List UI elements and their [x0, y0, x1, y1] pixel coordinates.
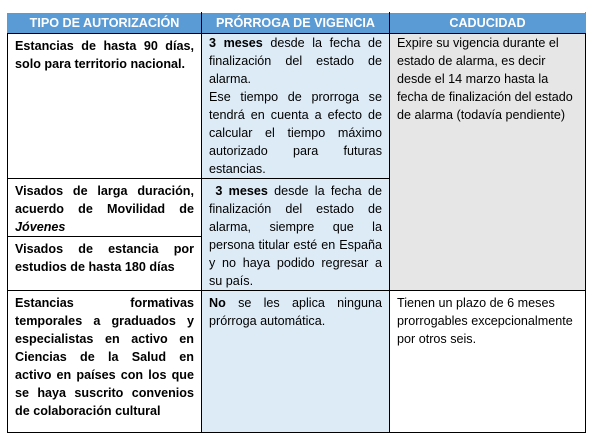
- row4-extension: [202, 291, 390, 433]
- header-authorization-type: TIPO DE AUTORIZACIÓN: [8, 13, 202, 34]
- authorization-table: [7, 12, 586, 433]
- row1-extension-bold: 3 meses: [209, 36, 263, 50]
- row4-type: Estancias formativas temporales a graduados y especialistas en activo en Ciencias de la Salud en activo en países con los que se haya suscrito convenios de colaboración cultural: [8, 291, 202, 433]
- header-row: [8, 13, 586, 34]
- row2-type: [8, 179, 202, 237]
- header-expiry: CADUCIDAD: [390, 13, 586, 34]
- row4-extension-bold: No: [209, 296, 226, 310]
- merged-expiry: Expire su vigencia durante el estado de alarma, es decir desde el 14 marzo hasta la fecha de finalización del estado de alarma (todavía pendiente): [390, 34, 586, 291]
- row4-expiry: Tienen un plazo de 6 meses prorrogables excepcionalmente por otros seis.: [390, 291, 586, 433]
- row3-type: Visados de estancia por estudios de hasta 180 días: [8, 237, 202, 291]
- row1-type: Estancias de hasta 90 días, solo para territorio nacional.: [8, 34, 202, 179]
- merged-extension-bold: 3 meses: [215, 184, 268, 198]
- row4-extension-text: se les aplica ninguna prórroga automática.: [209, 296, 382, 328]
- row1-extension-note: Ese tiempo de prorroga se tendrá en cuenta a efecto de calcular el tiempo máximo autorizado para futuras estancias.: [209, 90, 382, 176]
- merged-extension: [202, 179, 390, 291]
- merged-extension-text: desde la fecha de finalización del estado de alarma, siempre que la persona titular esté en España y no haya podido regresar a su país.: [209, 184, 382, 288]
- table-row: [8, 291, 586, 433]
- row1-extension-text: desde la fecha de finalización del estado de alarma.: [209, 36, 382, 86]
- row2-type-italic: Jóvenes: [15, 220, 66, 234]
- row2-type-text: Visados de larga duración, acuerdo de Movilidad de: [15, 184, 194, 216]
- header-extension: PRÓRROGA DE VIGENCIA: [202, 13, 390, 34]
- table-row: [8, 34, 586, 179]
- row1-extension: [202, 34, 390, 179]
